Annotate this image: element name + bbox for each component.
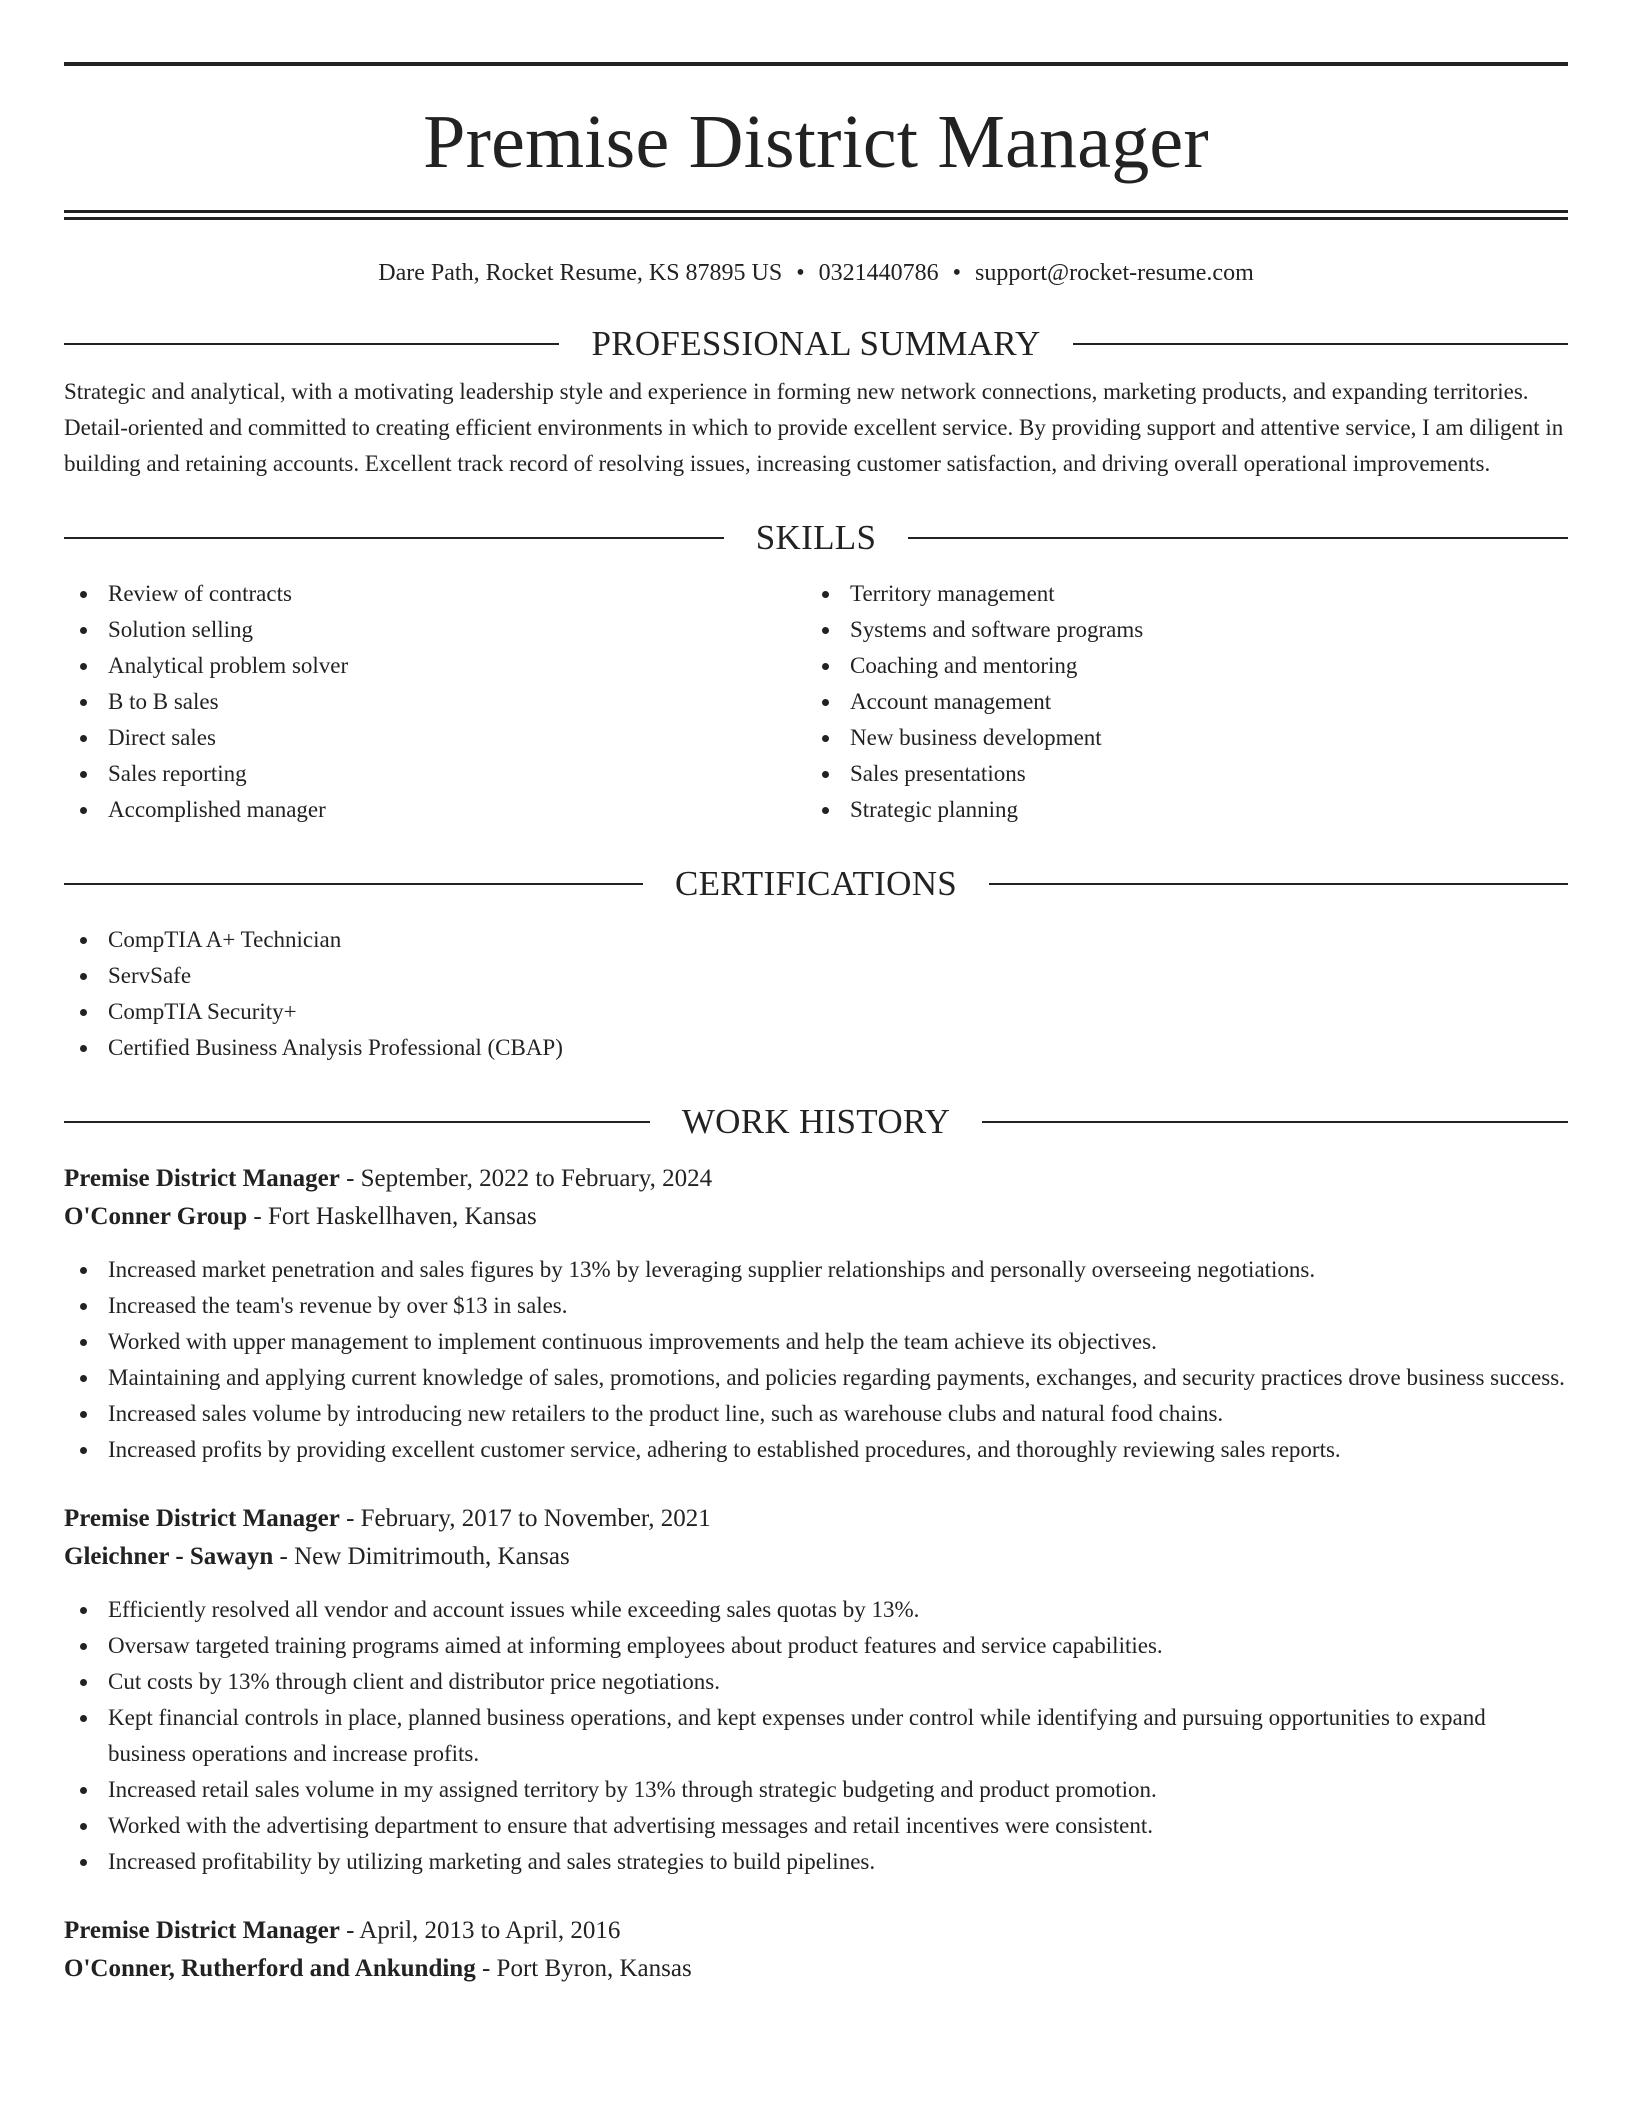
job-company: O'Conner Group xyxy=(64,1203,248,1230)
list-item: CompTIA A+ Technician xyxy=(64,922,1568,958)
list-item: Cut costs by 13% through client and distributor price negotiations. xyxy=(64,1664,1568,1700)
list-item: Review of contracts xyxy=(64,576,806,612)
skills-list-right xyxy=(806,576,1548,828)
list-item: Systems and software programs xyxy=(806,612,1548,648)
section-title-skills: SKILLS xyxy=(755,518,877,557)
section-rule xyxy=(908,537,1568,539)
list-item: Maintaining and applying current knowledge of sales, promotions, and policies regarding payments, exchanges, and security practices drove business success. xyxy=(64,1360,1568,1396)
job-company: O'Conner, Rutherford and Ankunding xyxy=(64,1955,476,1982)
list-item: B to B sales xyxy=(64,684,806,720)
job-company: Gleichner - Sawayn xyxy=(64,1543,274,1570)
job-bullets xyxy=(64,1252,1568,1468)
section-rule xyxy=(64,343,559,345)
list-item: Kept financial controls in place, planned business operations, and kept expenses under control while identifying and pursuing opportunities to expand business operations and increase profits. xyxy=(64,1700,1568,1772)
list-item: Increased the team's revenue by over $13 in sales. xyxy=(64,1288,1568,1324)
section-header-summary xyxy=(64,326,1568,362)
job-company-line: O'Conner Group - Fort Haskellhaven, Kansas xyxy=(64,1203,537,1230)
list-item: Accomplished manager xyxy=(64,792,806,828)
section-title-summary: PROFESSIONAL SUMMARY xyxy=(591,324,1041,363)
job-role-line: Premise District Manager - September, 2022 to February, 2024 xyxy=(64,1165,713,1192)
contact-separator: • xyxy=(796,260,805,286)
section-rule xyxy=(982,1121,1568,1123)
job-company-line: O'Conner, Rutherford and Ankunding - Port Byron, Kansas xyxy=(64,1955,692,1982)
section-rule xyxy=(1073,343,1568,345)
section-rule xyxy=(64,537,724,539)
list-item: Oversaw targeted training programs aimed at informing employees about product features and service capabilities. xyxy=(64,1628,1568,1664)
list-item: Sales reporting xyxy=(64,756,806,792)
certifications-list xyxy=(64,922,1568,1066)
section-header-skills xyxy=(64,520,1568,556)
summary-text: Strategic and analytical, with a motivating leadership style and experience in forming new network connections, marketing products, and expanding territories. Detail-oriented and committed to creating efficient environments in which to provide excellent service. By providing support and attentive service, I am diligent in building and retaining accounts. Excellent track record of resolving issues, increasing customer satisfaction, and driving overall operational improvements. xyxy=(64,379,1564,476)
list-item: Increased sales volume by introducing new retailers to the product line, such as warehouse clubs and natural food chains. xyxy=(64,1396,1568,1432)
job-role: Premise District Manager xyxy=(64,1505,340,1532)
list-item: Increased retail sales volume in my assigned territory by 13% through strategic budgeting and product promotion. xyxy=(64,1772,1568,1808)
list-item: Coaching and mentoring xyxy=(806,648,1548,684)
job-dates: February, 2017 to November, 2021 xyxy=(360,1505,711,1532)
job-location: Port Byron, Kansas xyxy=(496,1955,692,1982)
job-entry xyxy=(64,1160,1568,1468)
job-bullets xyxy=(64,1592,1568,1880)
list-item: Strategic planning xyxy=(806,792,1548,828)
list-item: Sales presentations xyxy=(806,756,1548,792)
job-role: Premise District Manager xyxy=(64,1165,340,1192)
job-entry xyxy=(64,1500,1568,1880)
job-role-line: Premise District Manager - February, 2017 to November, 2021 xyxy=(64,1505,711,1532)
contact-address: Dare Path, Rocket Resume, KS 87895 US xyxy=(378,260,783,286)
list-item: Account management xyxy=(806,684,1548,720)
list-item: Certified Business Analysis Professional (CBAP) xyxy=(64,1030,1568,1066)
job-location: Fort Haskellhaven, Kansas xyxy=(267,1203,537,1230)
list-item: ServSafe xyxy=(64,958,1568,994)
section-title-certifications: CERTIFICATIONS xyxy=(674,864,958,903)
list-item: Analytical problem solver xyxy=(64,648,806,684)
list-item: New business development xyxy=(806,720,1548,756)
skills-columns xyxy=(64,576,1568,828)
resume-name: Premise District Manager xyxy=(423,100,1209,184)
job-dates: September, 2022 to February, 2024 xyxy=(360,1165,713,1192)
contact-phone: 0321440786 xyxy=(818,260,939,286)
job-dates: April, 2013 to April, 2016 xyxy=(359,1917,621,1944)
contact-separator: • xyxy=(952,260,962,286)
list-item: Increased profitability by utilizing marketing and sales strategies to build pipelines. xyxy=(64,1844,1568,1880)
job-location: New Dimitrimouth, Kansas xyxy=(294,1543,570,1570)
list-item: Solution selling xyxy=(64,612,806,648)
list-item: Increased market penetration and sales figures by 13% by leveraging supplier relationships and personally overseeing negotiations. xyxy=(64,1252,1568,1288)
header-top-rule xyxy=(64,62,1568,66)
job-company-line: Gleichner - Sawayn - New Dimitrimouth, Kansas xyxy=(64,1543,570,1570)
section-rule xyxy=(64,883,643,885)
list-item: Efficiently resolved all vendor and account issues while exceeding sales quotas by 13%. xyxy=(64,1592,1568,1628)
list-item: Increased profits by providing excellent customer service, adhering to established procedures, and thoroughly reviewing sales reports. xyxy=(64,1432,1568,1468)
list-item: CompTIA Security+ xyxy=(64,994,1568,1030)
header-double-rule xyxy=(64,210,1568,220)
section-title-work-history: WORK HISTORY xyxy=(681,1102,951,1141)
skills-list-left xyxy=(64,576,806,828)
list-item: Direct sales xyxy=(64,720,806,756)
contact-email: support@rocket-resume.com xyxy=(975,260,1254,286)
section-header-certifications xyxy=(64,866,1568,902)
job-role: Premise District Manager xyxy=(64,1917,340,1944)
list-item: Territory management xyxy=(806,576,1548,612)
section-rule xyxy=(64,1121,650,1123)
job-role-line: Premise District Manager - April, 2013 to April, 2016 xyxy=(64,1917,621,1944)
contact-line xyxy=(64,258,1568,288)
list-item: Worked with upper management to implement continuous improvements and help the team achieve its objectives. xyxy=(64,1324,1568,1360)
section-header-work-history xyxy=(64,1104,1568,1140)
section-rule xyxy=(989,883,1568,885)
list-item: Worked with the advertising department to ensure that advertising messages and retail incentives were consistent. xyxy=(64,1808,1568,1844)
job-entry xyxy=(64,1912,1568,1988)
